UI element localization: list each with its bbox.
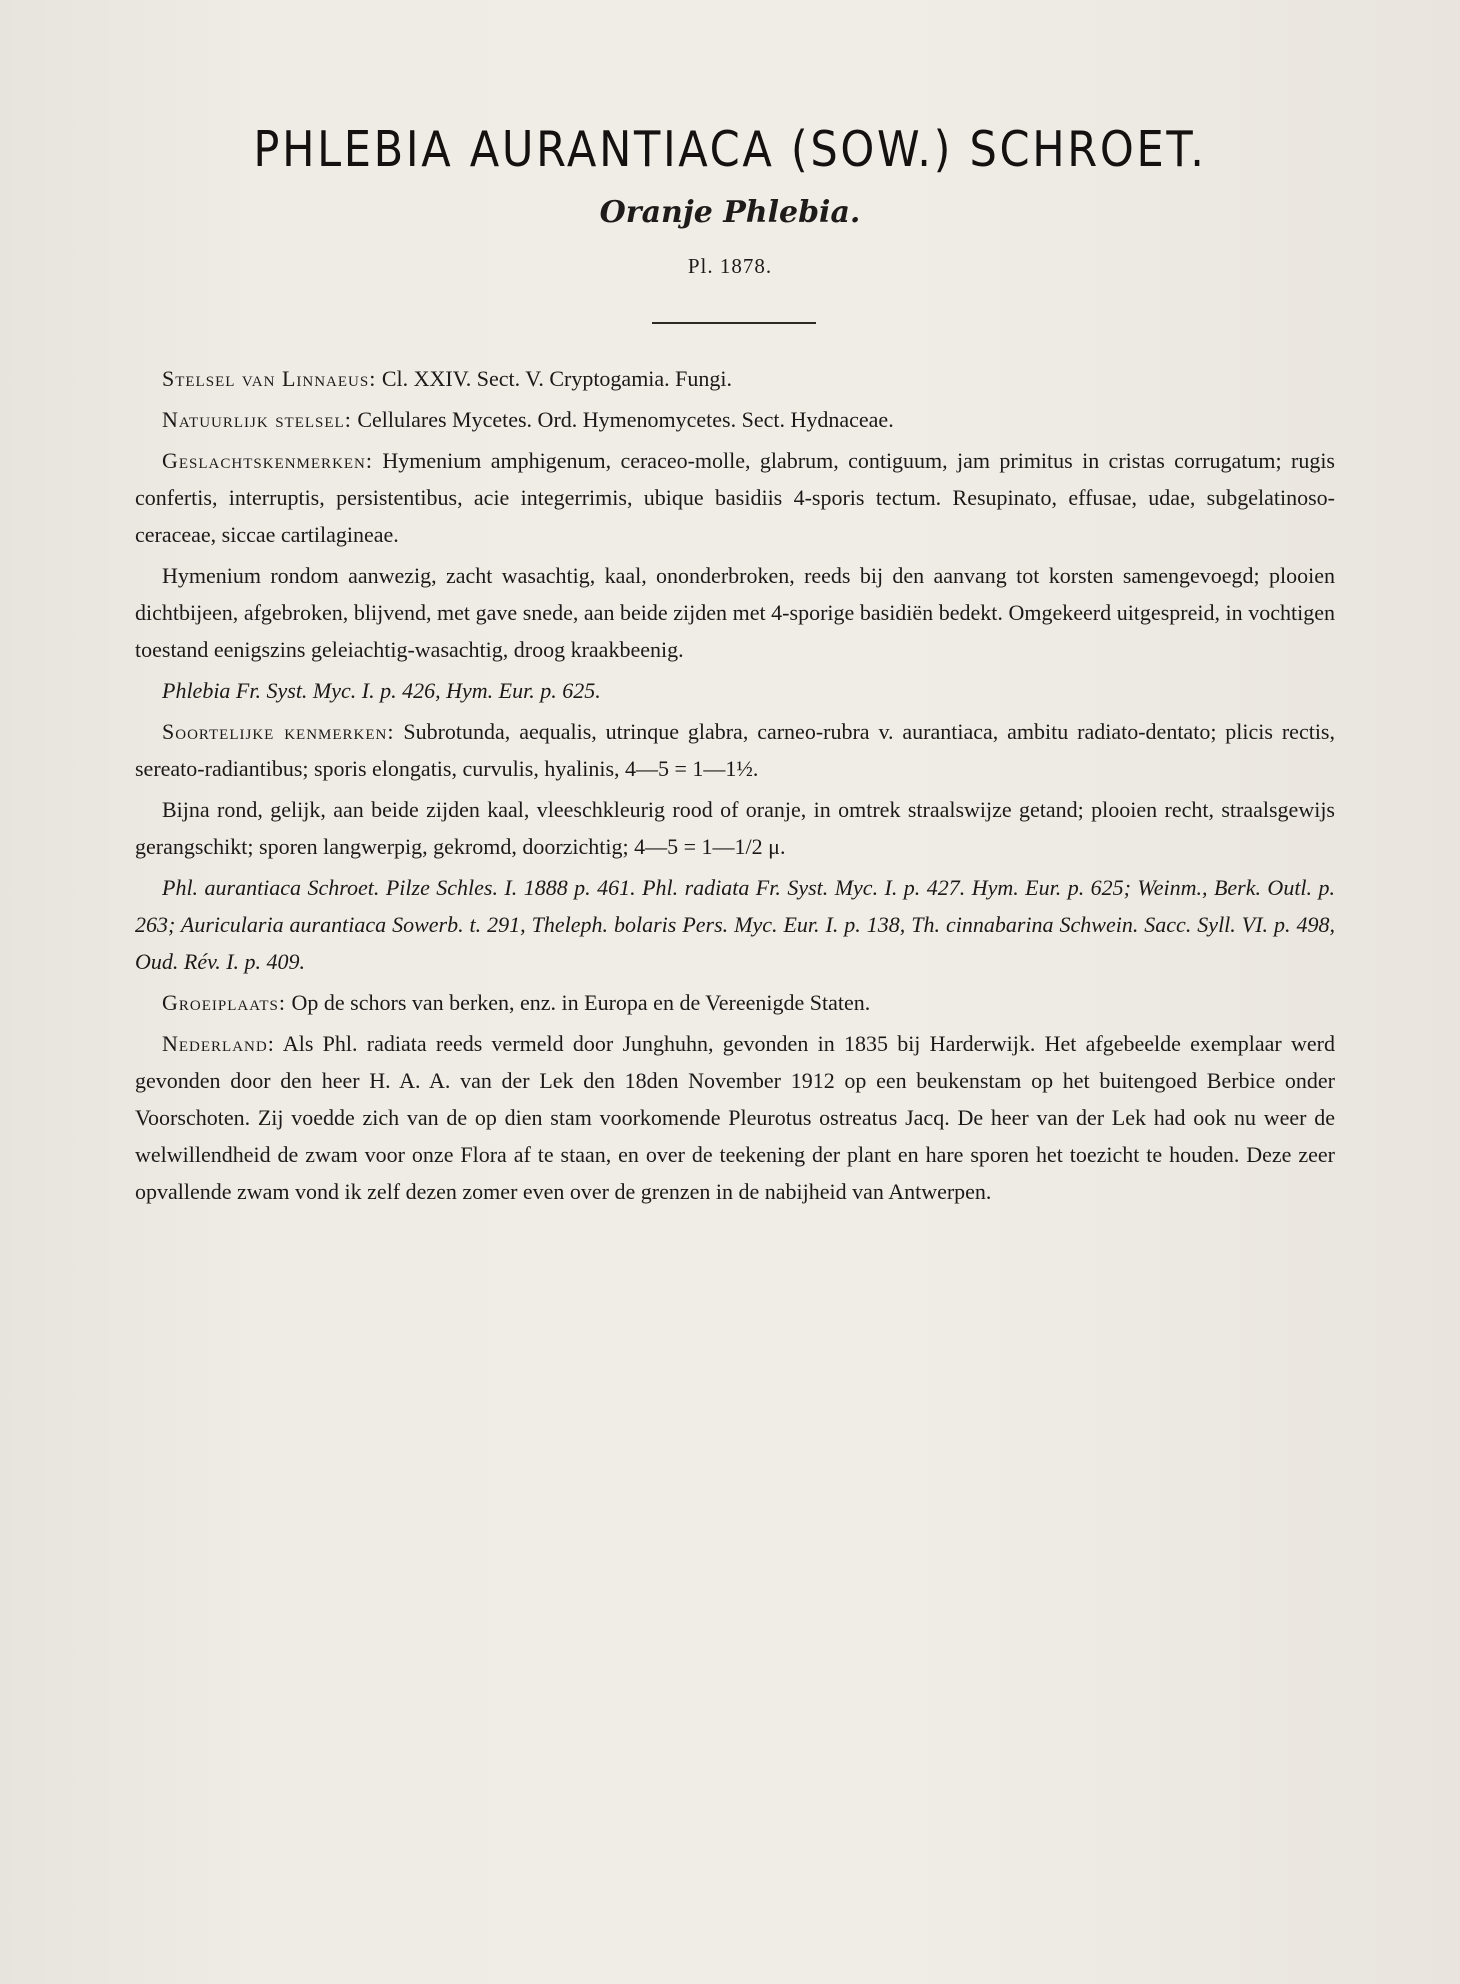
section-text: Cellulares Mycetes. Ord. Hymenomycetes. Sect. Hydnaceae. xyxy=(351,407,894,432)
section-text: Subrotunda, aequalis, utrinque glabra, carneo-rubra v. aurantiaca, ambitu radiato-dentato; plicis rectis, sereato-radiantibus; sporis elongatis, curvulis, hyalinis, 4—5 = 1—1½. xyxy=(135,719,1335,781)
section-label: Stelsel van Linnaeus: xyxy=(162,366,377,391)
page-title: PHLEBIA AURANTIACA (SOW.) SCHROET. xyxy=(253,121,1207,178)
section-text: Cl. XXIV. Sect. V. Cryptogamia. Fungi. xyxy=(376,366,733,391)
paragraph-nederland xyxy=(135,1025,1335,1210)
section-label: Soortelijke kenmerken: xyxy=(162,719,395,744)
paragraph-linnaeus xyxy=(135,360,1335,397)
section-text: Als Phl. radiata reeds vermeld door Junghuhn, gevonden in 1835 bij Harderwijk. Het afgebeelde exemplaar werd gevonden door den heer H. A. A. van der Lek den 18den November 1912 op een beukenstam op het buitengoed Berbice onder Voorschoten. Zij voedde zich van de op dien stam voorkomende Pleurotus ostreatus Jacq. De heer van der Lek had ook nu weer de welwillendheid de zwam voor onze Flora af te staan, en over de teekening der plant en hare sporen het toezicht te houden. Deze zeer opvallende zwam vond ik zelf dezen zomer even over de grenzen in de nabijheid van Antwerpen. xyxy=(135,1031,1335,1204)
title-divider xyxy=(652,322,816,324)
section-text: Op de schors van berken, enz. in Europa en de Vereenigde Staten. xyxy=(286,990,871,1015)
header xyxy=(0,118,1460,280)
citation-soort: Phl. aurantiaca Schroet. Pilze Schles. I. 1888 p. 461. Phl. radiata Fr. Syst. Myc. I. p. 427. Hym. Eur. p. 625; Weinm., Berk. Outl. p. 263; Auricularia aurantiaca Sowerb. t. 291, Theleph. bolaris Pers. Myc. Eur. I. p. 138, Th. cinnabarina Schwein. Sacc. Syll. VI. p. 498, Oud. Rév. I. p. 409. xyxy=(135,875,1335,974)
section-label: Geslachtskenmerken: xyxy=(162,448,374,473)
plate-number: Pl. 1878. xyxy=(687,254,773,278)
paragraph-geslacht-nl: Hymenium rondom aanwezig, zacht wasachtig, kaal, ononderbroken, reeds bij den aanvang tot korsten samengevoegd; plooien dichtbijeen, afgebroken, blijvend, met gave snede, aan beide zijden met 4-sporige basidiën bedekt. Omgekeerd uitgespreid, in vochtigen toestand eenigszins geleiachtig-wasachtig, droog kraakbeenig. xyxy=(135,563,1335,662)
paragraph-groeiplaats xyxy=(135,984,1335,1021)
paragraph-natuurlijk xyxy=(135,401,1335,438)
page-subtitle: Oranje Phlebia. xyxy=(599,195,861,230)
section-label: Groeiplaats: xyxy=(162,990,287,1015)
section-text: Hymenium amphigenum, ceraceo-molle, glabrum, contiguum, jam primitus in cristas corrugatum; rugis confertis, interruptis, persistentibus, acie integerrimis, ubique basidiis 4-sporis tectum. Resupinato, effusae, udae, subgelatinoso-ceraceae, siccae cartilagineae. xyxy=(135,448,1335,547)
citation-geslacht: Phlebia Fr. Syst. Myc. I. p. 426, Hym. Eur. p. 625. xyxy=(162,678,601,703)
section-label: Nederland: xyxy=(162,1031,275,1056)
section-label: Natuurlijk stelsel: xyxy=(162,407,352,432)
body-text xyxy=(135,360,1335,1214)
paragraph-soort xyxy=(135,713,1335,787)
paragraph-soort-nl: Bijna rond, gelijk, aan beide zijden kaal, vleeschkleurig rood of oranje, in omtrek straalswijze getand; plooien recht, straalsgewijs gerangschikt; sporen langwerpig, gekromd, doorzichtig; 4—5 = 1—1/2 μ. xyxy=(135,797,1335,859)
paragraph-geslacht xyxy=(135,442,1335,553)
